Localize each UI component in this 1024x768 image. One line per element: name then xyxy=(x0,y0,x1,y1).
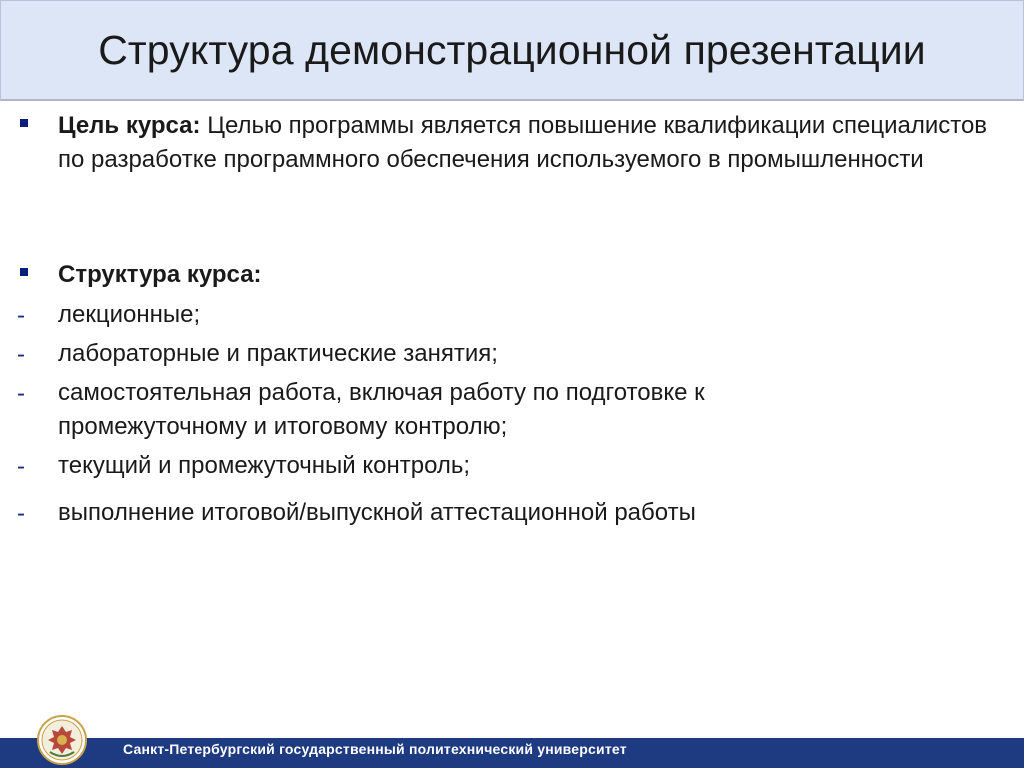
dash-marker: - xyxy=(17,500,25,527)
university-emblem-icon xyxy=(36,714,88,766)
list-item: выполнение итоговой/выпускной аттестационной работы xyxy=(58,499,696,526)
title-bar xyxy=(0,0,1024,101)
goal-text: Целью программы является повышение квалификации специалистов по разработке программного обеспечения используемого в промышленности xyxy=(58,112,988,173)
list-item: самостоятельная работа, включая работу по подготовке к промежуточному и итоговому контролю; xyxy=(58,379,705,440)
square-bullet-icon xyxy=(20,119,28,127)
footer-bar xyxy=(0,738,1024,768)
list-item: лекционные; xyxy=(58,301,201,328)
list-item: лабораторные и практические занятия; xyxy=(58,340,498,367)
footer-text: Санкт-Петербургский государственный политехнический университет xyxy=(123,741,627,757)
goal-paragraph xyxy=(58,109,988,177)
dash-marker: - xyxy=(17,453,25,480)
dash-marker: - xyxy=(17,302,25,329)
structure-label: Структура курса: xyxy=(58,261,262,288)
dash-marker: - xyxy=(17,380,25,407)
goal-label: Цель курса: xyxy=(58,112,201,139)
dash-marker: - xyxy=(17,341,25,368)
square-bullet-icon xyxy=(20,268,28,276)
list-item: текущий и промежуточный контроль; xyxy=(58,452,471,479)
slide-title: Структура демонстрационной презентации xyxy=(98,26,926,73)
